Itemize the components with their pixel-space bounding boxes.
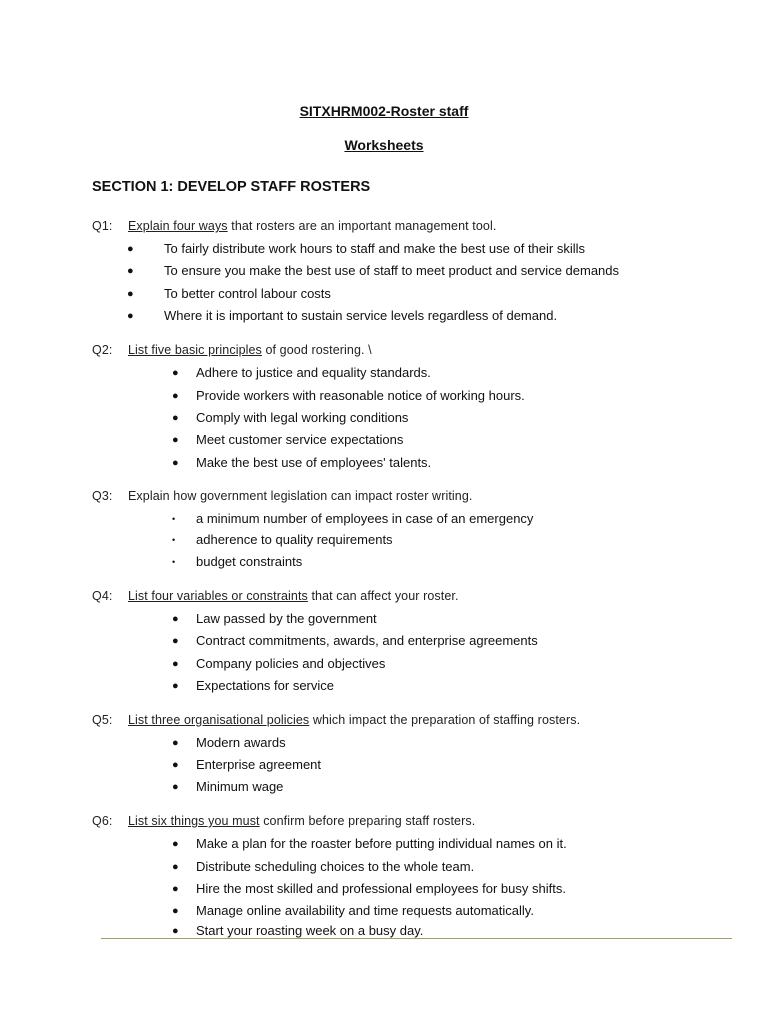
question-number: Q2: (92, 343, 113, 357)
bullet-icon: ● (172, 680, 179, 692)
question-number: Q6: (92, 814, 113, 828)
bullet-icon: ● (172, 434, 179, 446)
list-item: ● Make the best use of employees' talents. (172, 455, 432, 470)
question-text: that rosters are an important management tool. (227, 219, 497, 233)
question-2 (92, 343, 372, 357)
bullet-icon: ● (172, 737, 179, 749)
bullet-icon: ● (127, 310, 134, 322)
list-item: ● Company policies and objectives (172, 656, 386, 671)
bullet-icon: ● (172, 412, 179, 424)
list-item: ● Enterprise agreement (172, 757, 322, 772)
question-6 (92, 814, 475, 828)
bullet-icon: ● (172, 390, 179, 402)
question-number: Q5: (92, 713, 113, 727)
list-item: ● Provide workers with reasonable notice of working hours. (172, 388, 525, 403)
list-item: • budget constraints (172, 554, 303, 569)
question-underlined: List four variables or constraints (128, 589, 308, 603)
bullet-icon: ● (127, 288, 134, 300)
list-item: ● Adhere to justice and equality standards. (172, 365, 431, 380)
question-4 (92, 589, 459, 603)
question-underlined: List three organisational policies (128, 713, 310, 727)
list-item: ● Contract commitments, awards, and enterprise agreements (172, 633, 538, 648)
document-title: SITXHRM002-Roster staff (299, 103, 469, 119)
list-item: ● Make a plan for the roaster before putting individual names on it. (172, 836, 567, 851)
bullet-icon: ● (172, 925, 179, 937)
bullet-icon: ● (172, 781, 179, 793)
bullet-icon: • (172, 535, 176, 545)
bullet-icon: ● (127, 265, 134, 277)
question-text: Explain how government legislation can impact roster writing. (128, 489, 473, 503)
question-text: of good rostering. \ (261, 343, 372, 357)
question-number: Q4: (92, 589, 113, 603)
list-item: ● Modern awards (172, 735, 286, 750)
question-text: which impact the preparation of staffing rosters. (309, 713, 581, 727)
list-item: ● Hire the most skilled and professional employees for busy shifts. (172, 881, 566, 896)
list-item: ● To better control labour costs (127, 286, 331, 301)
bullet-icon: ● (172, 838, 179, 850)
bullet-icon: ● (172, 905, 179, 917)
footer-divider (101, 938, 732, 939)
question-text: that can affect your roster. (307, 589, 459, 603)
question-1 (92, 219, 496, 233)
question-underlined: Explain four ways (128, 219, 228, 233)
list-item: ● Meet customer service expectations (172, 432, 404, 447)
question-underlined: List five basic principles (128, 343, 262, 357)
question-text: confirm before preparing staff rosters. (259, 814, 476, 828)
list-item: ● Minimum wage (172, 779, 284, 794)
question-5 (92, 713, 580, 727)
list-item: • a minimum number of employees in case of an emergency (172, 511, 534, 526)
list-item: ● Law passed by the government (172, 611, 377, 626)
bullet-icon: ● (127, 243, 134, 255)
list-item: ● Comply with legal working conditions (172, 410, 409, 425)
bullet-icon: ● (172, 759, 179, 771)
list-item: ● To ensure you make the best use of staff to meet product and service demands (127, 263, 620, 278)
bullet-icon: ● (172, 367, 179, 379)
document-subtitle: Worksheets (344, 137, 424, 153)
bullet-icon: ● (172, 613, 179, 625)
bullet-icon: • (172, 557, 176, 567)
bullet-icon: ● (172, 883, 179, 895)
list-item: ● Start your roasting week on a busy day. (172, 923, 424, 938)
list-item: ● To fairly distribute work hours to staff and make the best use of their skills (127, 241, 586, 256)
list-item: ● Expectations for service (172, 678, 335, 693)
list-item: ● Distribute scheduling choices to the whole team. (172, 859, 475, 874)
question-number: Q1: (92, 219, 113, 233)
bullet-icon: ● (172, 635, 179, 647)
question-number: Q3: (92, 489, 113, 503)
bullet-icon: ● (172, 658, 179, 670)
question-underlined: List six things you must (128, 814, 260, 828)
bullet-icon: ● (172, 861, 179, 873)
list-item: ● Where it is important to sustain service levels regardless of demand. (127, 308, 558, 323)
bullet-icon: • (172, 514, 176, 524)
question-3 (92, 489, 472, 503)
section-heading: SECTION 1: DEVELOP STAFF ROSTERS (92, 179, 371, 195)
bullet-icon: ● (172, 457, 179, 469)
list-item: ● Manage online availability and time requests automatically. (172, 903, 534, 918)
list-item: • adherence to quality requirements (172, 532, 393, 547)
